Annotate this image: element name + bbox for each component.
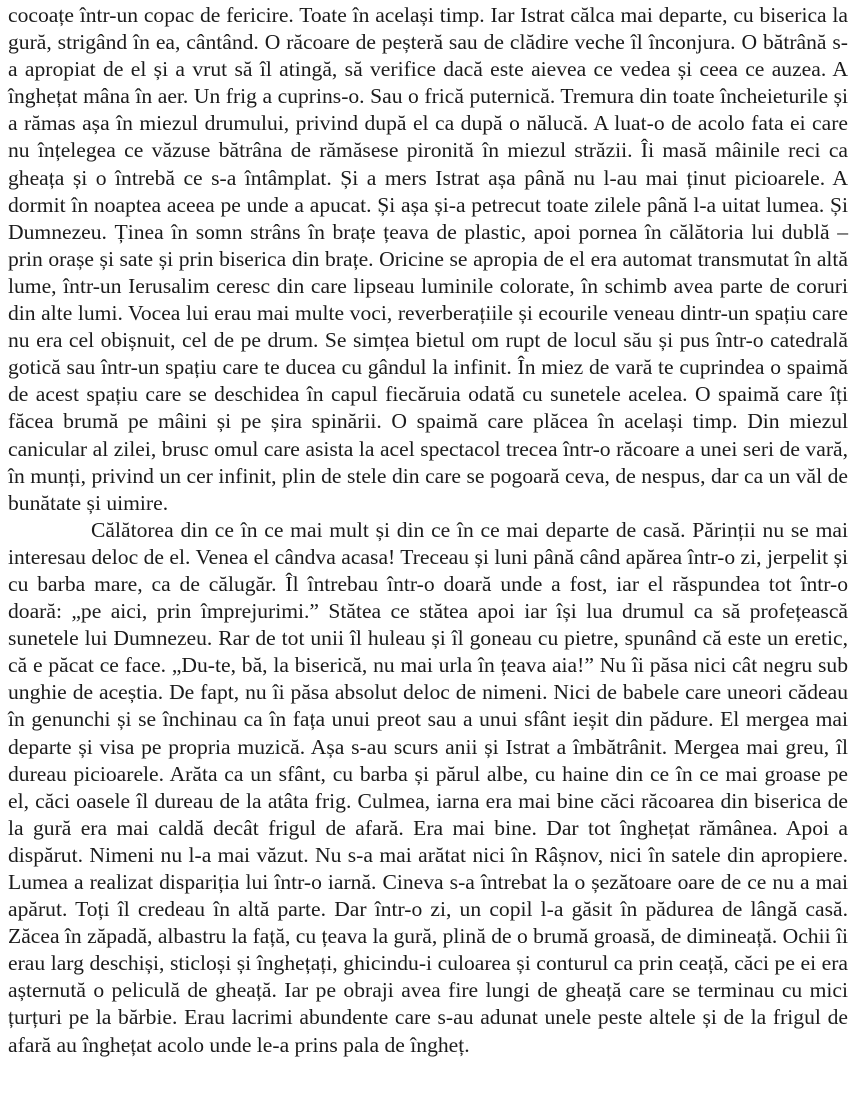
document-page [8, 2, 848, 1059]
paragraph-continued: cocoațe într-un copac de fericire. Toate în același timp. Iar Istrat călca mai departe, cu biserica la gură, strigând în ea, cântând. O răcoare de peșteră sau de clădire veche îl înconjura. O bătrână s-a apropiat de el și a vrut să îl atingă, să verifice dacă este aievea ce vedea și ceea ce auzea. A înghețat mâna în aer. Un frig a cuprins-o. Sau o frică puternică. Tremura din toate încheieturile și a rămas așa în miezul drumului, privind după el ca după o nălucă. A luat-o de acolo fata ei care nu înțelegea ce văzuse bătrâna de rămăsese pironită în miezul străzii. Îi masă mâinile reci ca gheața și o întrebă ce s-a întâmplat. Și a mers Istrat așa până nu l-au mai ținut picioarele. A dormit în noaptea aceea pe unde a apucat. Și așa și-a petrecut toate zilele până l-a uitat lumea. Și Dumnezeu. Ținea în somn strâns în brațe țeava de plastic, apoi pornea în călătoria lui dublă – prin orașe și sate și prin biserica din brațe. Oricine se apropia de el era automat transmutat în altă lume, într-un Ierusalim ceresc din care lipseau luminile colorate, în schimb avea parte de coruri din alte lumi. Vocea lui erau mai multe voci, reverberațiile și ecourile veneau dintr-un spațiu care nu era cel obișnuit, cel de pe drum. Se simțea bietul om rupt de locul său și pus într-o catedrală gotică sau într-un spațiu care te ducea cu gândul la infinit. În miez de vară te cuprindea o spaimă de acest spațiu care se deschidea în capul fiecăruia odată cu sunetele acelea. O spaimă care îți făcea brumă pe mâini și pe șira spinării. O spaimă care plăcea în același timp. Din miezul canicular al zilei, brusc omul care asista la acel spectacol trecea într-o răcoare a unei seri de vară, în munți, privind un cer infinit, plin de stele din care se pogoară ceva, de nespus, dar ca un văl de bunătate și uimire. [8, 3, 848, 515]
paragraph: Călătorea din ce în ce mai mult și din ce în ce mai departe de casă. Părinții nu se mai interesau deloc de el. Venea el cândva acasa! Treceau și luni până când apărea într-o zi, jerpelit și cu barba mare, ca de călugăr. Îl întrebau într-o doară unde a fost, iar el răspundea tot într-o doară: „pe aici, prin împrejurimi.” Stătea ce stătea apoi iar își lua drumul ca să profețească sunetele lui Dumnezeu. Rar de tot unii îl huleau și îl goneau cu pietre, spunând că este un eretic, că e păcat ce face. „Du-te, bă, la biserică, nu mai urla în țeava aia!” Nu îi păsa nici cât negru sub unghie de aceștia. De fapt, nu îi păsa absolut deloc de nimeni. Nici de babele care uneori cădeau în genunchi și se închinau ca în fața unui preot sau a unui sfânt ieșit din pădure. El mergea mai departe și visa pe propria muzică. Așa s-au scurs anii și Istrat a îmbătrânit. Mergea mai greu, îl dureau picioarele. Arăta ca un sfânt, cu barba și părul albe, cu haine din ce în ce mai groase pe el, căci oasele îl dureau de la atâta frig. Culmea, iarna era mai bine căci răcoarea din biserica de la gură era mai caldă decât frigul de afară. Era mai bine. Dar tot înghețat rămânea. Apoi a dispărut. Nimeni nu l-a mai văzut. Nu s-a mai arătat nici în Râșnov, nici în satele din apropiere. Lumea a realizat dispariția lui într-o iarnă. Cineva s-a întrebat la o șezătoare oare de ce nu a mai apărut. Toți îl credeau în altă parte. Dar într-o zi, un copil l-a găsit în pădurea de lângă casă. Zăcea în zăpadă, albastru la față, cu țeava la gură, plină de o brumă groasă, de dimineață. Ochii îi erau larg deschiși, sticloși și înghețați, ghicindu-i culoarea și conturul ca prin ceață, căci pe ei era așternută o peliculă de gheață. Iar pe obraji avea fire lungi de gheață care se terminau cu mici țurțuri pe la bărbie. Erau lacrimi abundente care s-au adunat unele peste altele și de la frigul de afară au înghețat acolo unde le-a prins pala de îngheț. [8, 517, 848, 1057]
